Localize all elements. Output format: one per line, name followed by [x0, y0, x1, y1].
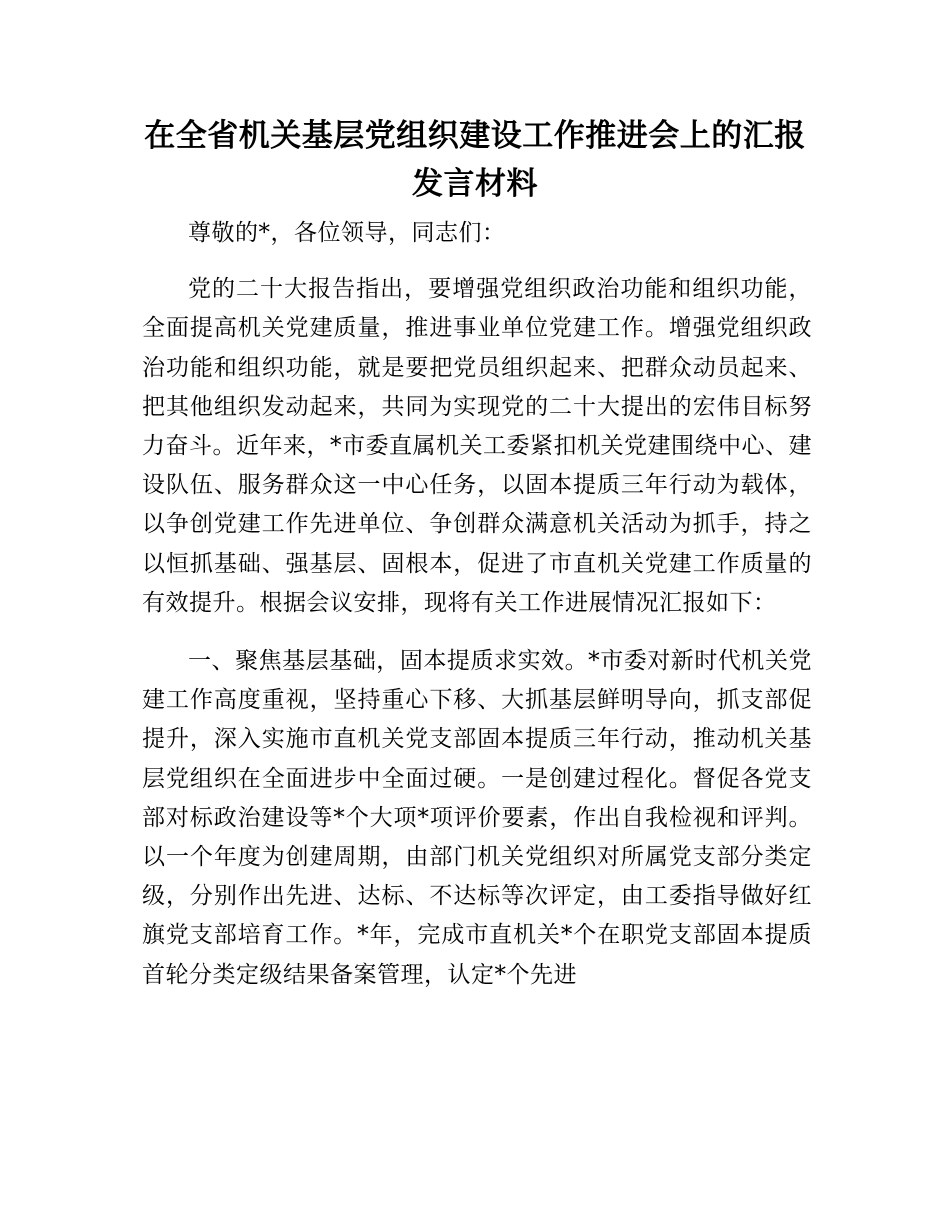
document-body: [142, 214, 812, 995]
paragraph-intro: 党的二十大报告指出，要增强党组织政治功能和组织功能，全面提高机关党建质量，推进事业单位党建工作。增强党组织政治功能和组织功能，就是要把党员组织起来、把群众动员起来、把其他组织发动起来，共同为实现党的二十大提出的宏伟目标努力奋斗。近年来，*市委直属机关工委紧扣机关党建围绕中心、建设队伍、服务群众这一中心任务，以固本提质三年行动为载体，以争创党建工作先进单位、争创群众满意机关活动为抓手，持之以恒抓基础、强基层、固根本，促进了市直机关党建工作质量的有效提升。根据会议安排，现将有关工作进展情况汇报如下：: [142, 276, 812, 616]
paragraph-section-one: 一、聚焦基层基础，固本提质求实效。*市委对新时代机关党建工作高度重视，坚持重心下移、大抓基层鲜明导向，抓支部促提升，深入实施市直机关党支部固本提质三年行动，推动机关基层党组织在全面进步中全面过硬。一是创建过程化。督促各党支部对标政治建设等*个大项*项评价要素，作出自我检视和评判。以一个年度为创建周期，由部门机关党组织对所属党支部分类定级，分别作出先进、达标、不达标等次评定，由工委指导做好红旗党支部培育工作。*年，完成市直机关*个在职党支部固本提质首轮分类定级结果备案管理，认定*个先进: [142, 648, 812, 988]
document-title: 在全省机关基层党组织建设工作推进会上的汇报发言材料: [144, 118, 806, 202]
salutation: 尊敬的*，各位领导，同志们：: [188, 220, 506, 246]
